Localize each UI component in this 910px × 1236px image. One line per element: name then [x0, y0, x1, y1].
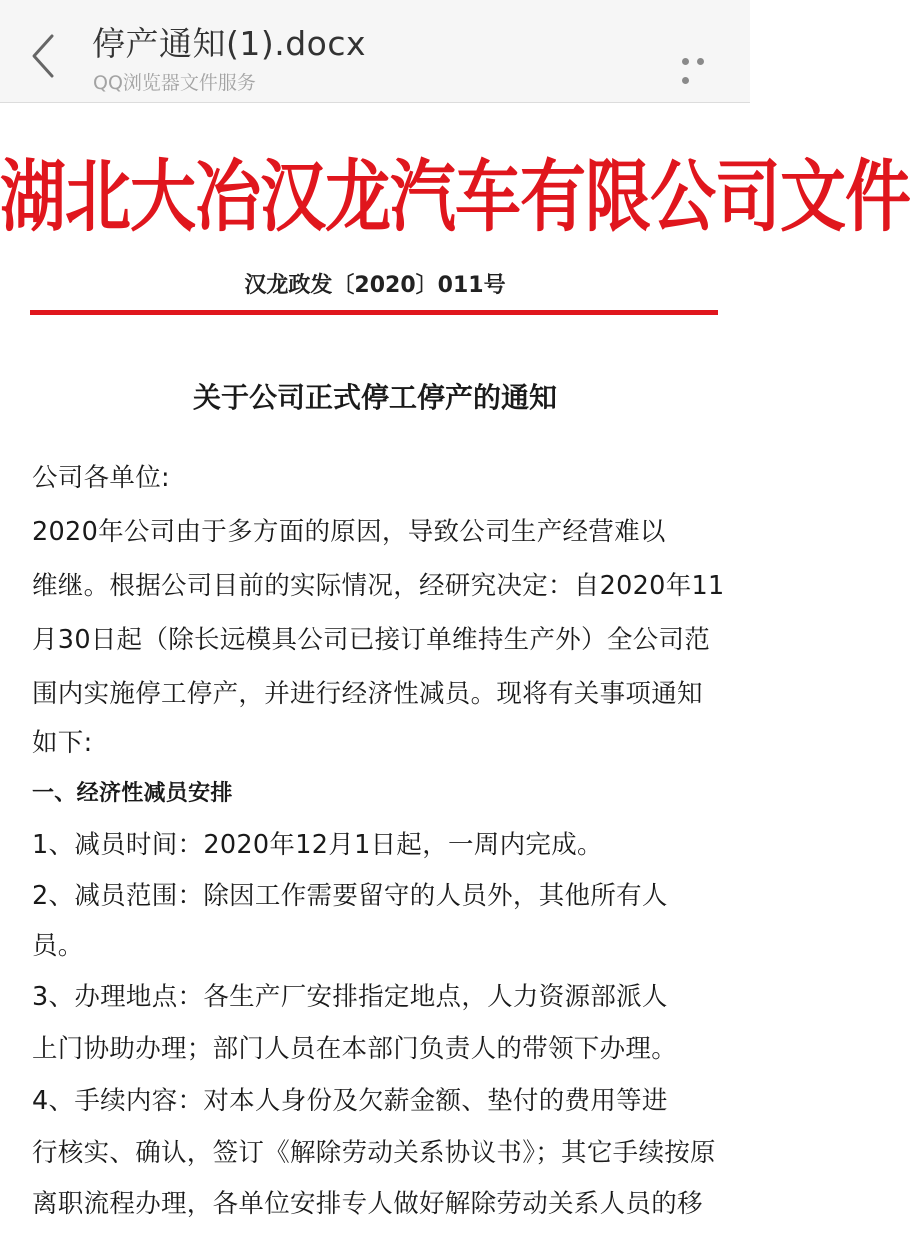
section-heading: 一、经济性减员安排	[32, 781, 233, 806]
body-line: 2、减员范围：除因工作需要留守的人员外，其他所有人	[32, 881, 668, 911]
more-horizontal-icon	[682, 58, 689, 65]
body-line: 行核实、确认，签订《解除劳动关系协议书》；其它手续按原	[32, 1138, 716, 1168]
more-button[interactable]	[682, 50, 726, 62]
more-dot	[682, 77, 689, 84]
body-line: 4、手续内容：对本人身份及欠薪金额、垫付的费用等进	[32, 1086, 668, 1116]
body-line: 员。	[32, 931, 84, 961]
document-org-header: 湖北大冶汉龙汽车有限公司文件	[0, 151, 910, 243]
body-line: 上门协助办理；部门人员在本部门负责人的带领下办理。	[32, 1034, 678, 1064]
more-dot	[697, 58, 704, 65]
back-button[interactable]	[22, 30, 66, 82]
body-line: 2020年公司由于多方面的原因，导致公司生产经营难以	[32, 517, 666, 547]
body-line: 3、办理地点：各生产厂安排指定地点，人力资源部派人	[32, 982, 668, 1012]
body-line: 离职流程办理，各单位安排专人做好解除劳动关系人员的移	[32, 1189, 703, 1219]
body-line: 围内实施停工停产，并进行经济性减员。现将有关事项通知	[32, 679, 703, 709]
document-number: 汉龙政发〔2020〕011号	[244, 273, 506, 298]
file-service-subtitle: QQ浏览器文件服务	[93, 72, 256, 94]
body-line: 公司各单位:	[32, 463, 170, 493]
body-line: 如下:	[32, 728, 93, 758]
body-line: 1、减员时间：2020年12月1日起，一周内完成。	[32, 830, 603, 860]
document-title: 关于公司正式停工停产的通知	[192, 381, 557, 414]
header-divider	[30, 310, 718, 315]
chevron-left-icon	[22, 30, 66, 82]
body-line: 维继。根据公司目前的实际情况，经研究决定：自2020年11	[32, 571, 725, 601]
file-title: 停产通知(1).docx	[92, 24, 367, 63]
body-line: 月30日起（除长远模具公司已接订单维持生产外）全公司范	[32, 625, 711, 655]
top-bar	[0, 0, 750, 103]
